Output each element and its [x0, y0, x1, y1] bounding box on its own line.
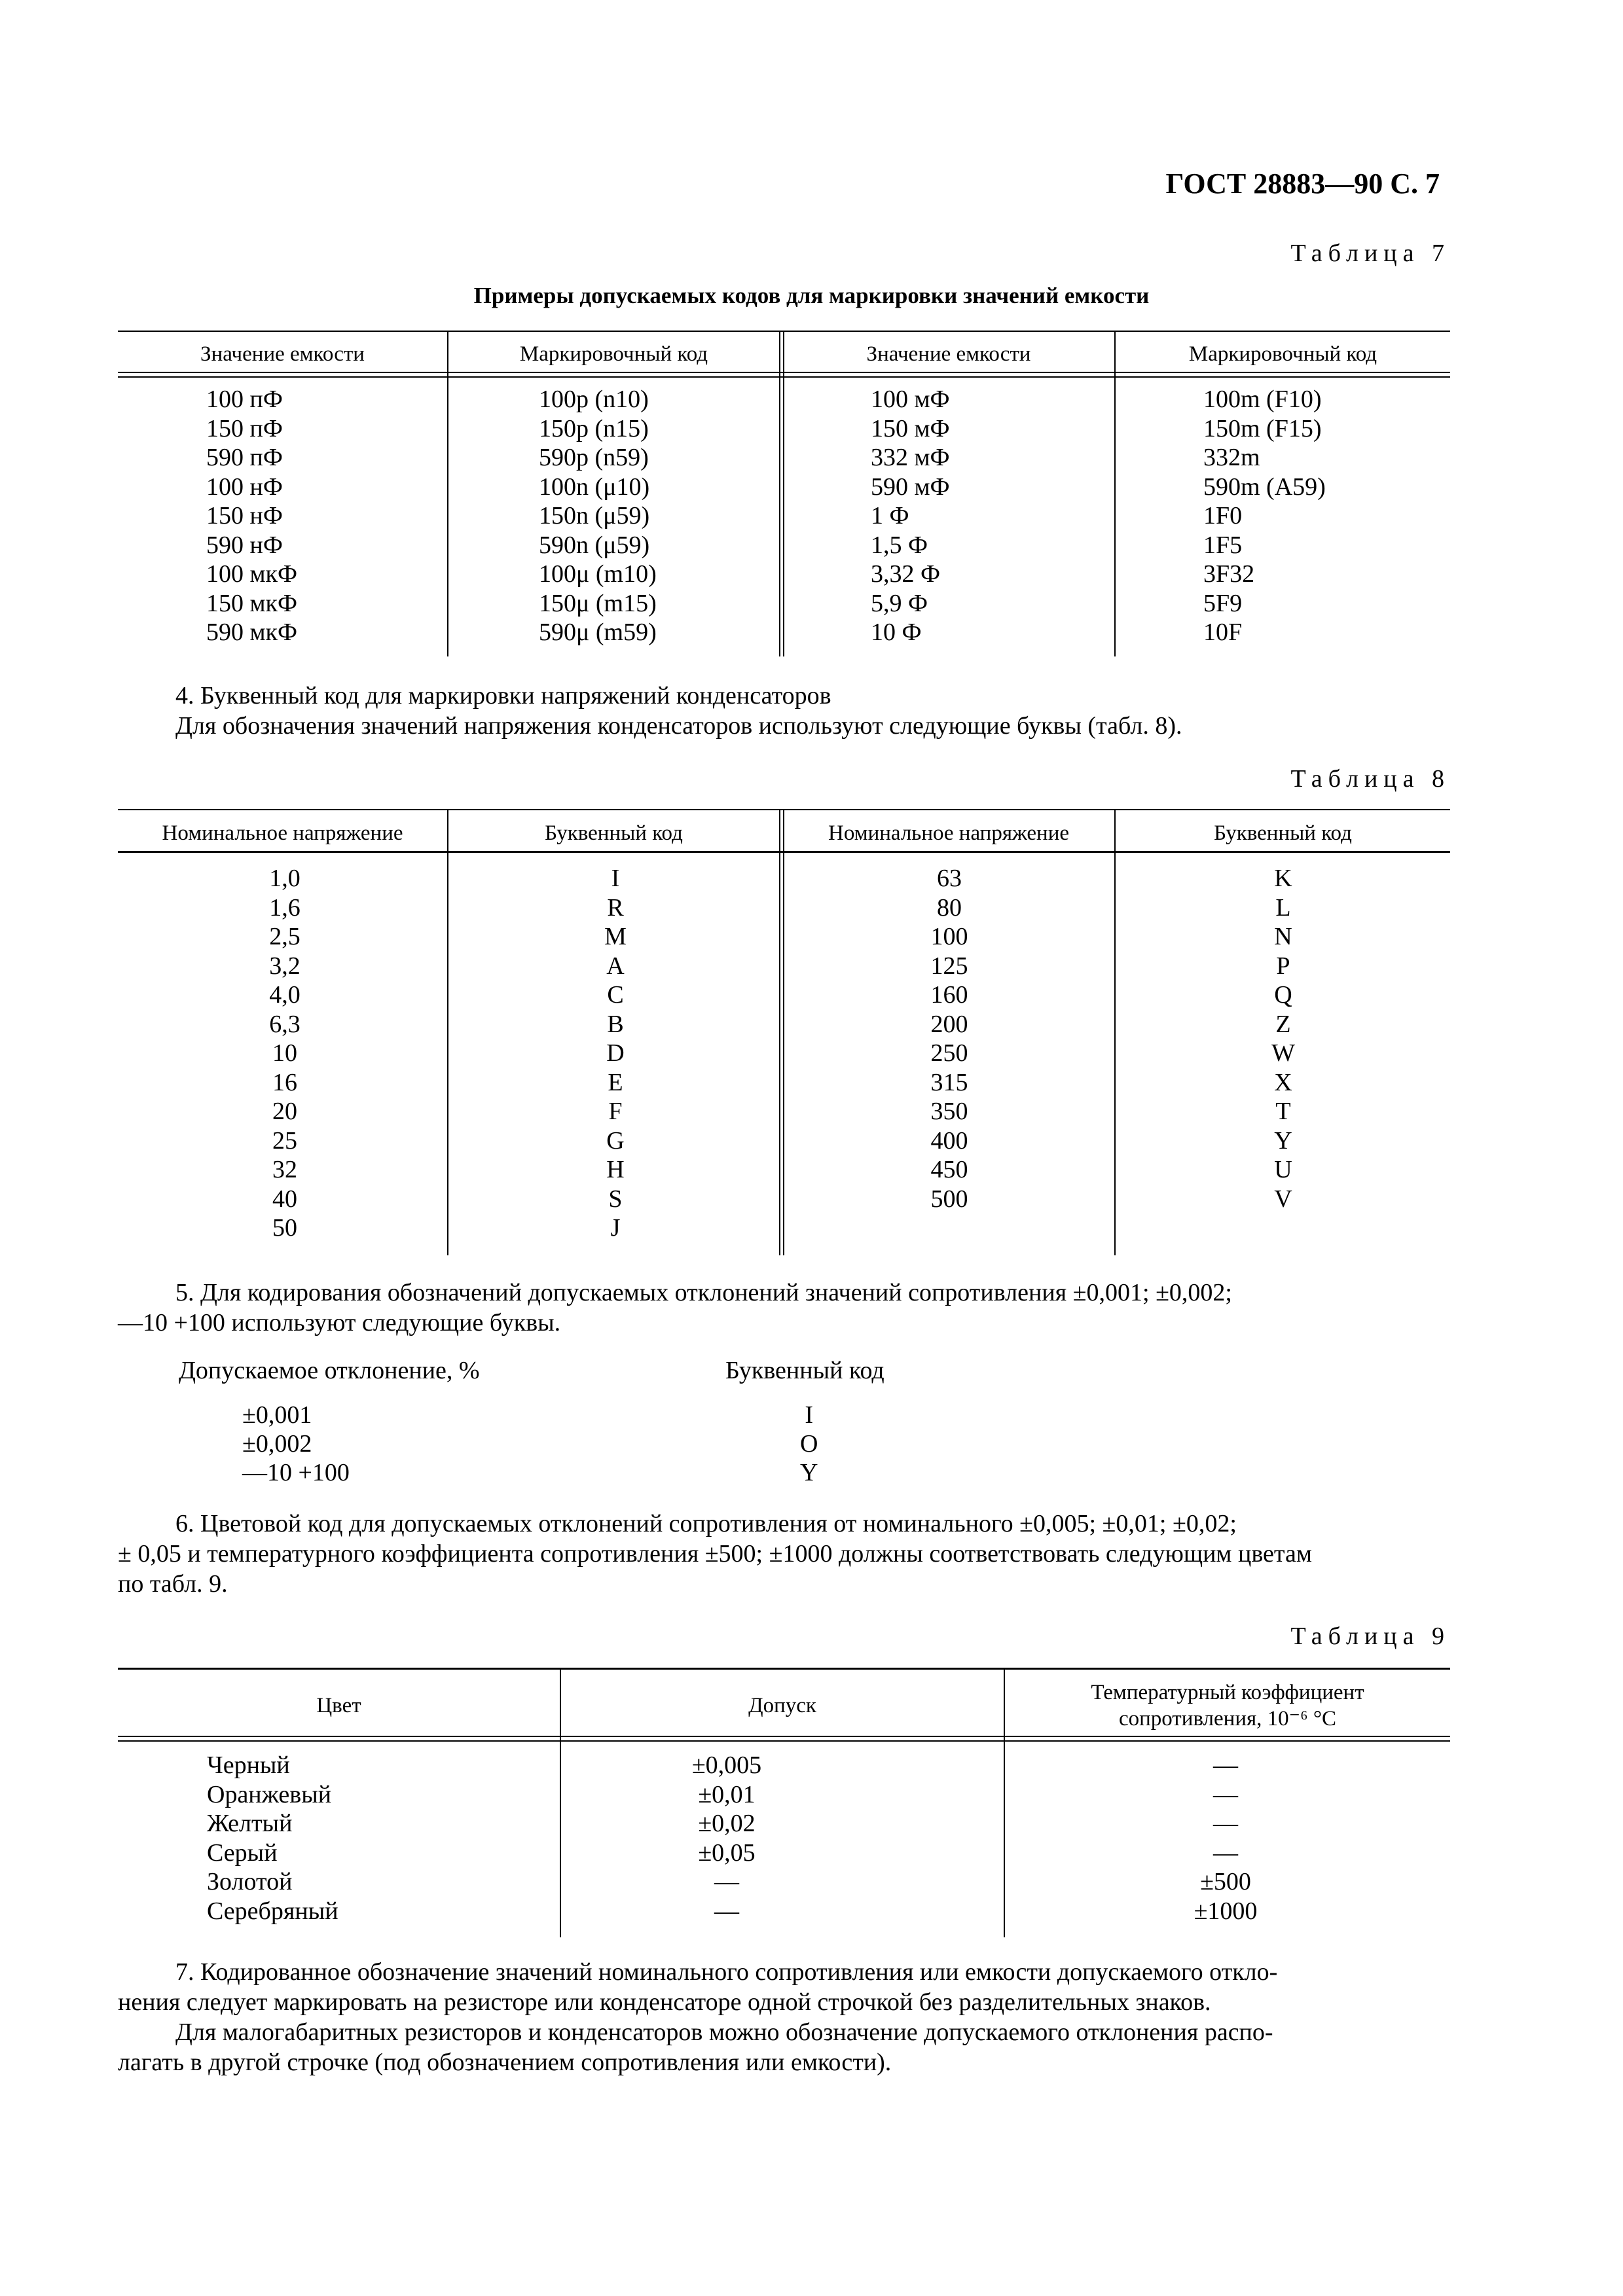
- table-cell: Q: [1274, 981, 1292, 1009]
- table-cell: ±0,005: [691, 1751, 762, 1779]
- table-cell: 1,5 Ф: [871, 531, 928, 559]
- table-cell: U: [1274, 1156, 1292, 1183]
- table8-header: Буквенный код: [1214, 821, 1352, 845]
- table9-header-rule: [118, 1736, 1450, 1742]
- table8-header-rule: [118, 851, 1450, 853]
- table-cell: 250: [930, 1039, 968, 1067]
- paragraph-4-line: Для обозначения значений напряжения конденсаторов используют следующие буквы (табл. 8).: [175, 712, 1182, 740]
- table-cell: 590 нФ: [206, 531, 283, 559]
- paragraph-5: [118, 1278, 1450, 1338]
- table7-col-capacitance-2: [871, 385, 950, 647]
- table7-header: Значение емкости: [866, 342, 1031, 366]
- table-cell: M: [604, 923, 627, 950]
- table8-header: Буквенный код: [545, 821, 683, 845]
- table-cell: 100 нФ: [206, 473, 283, 501]
- table-cell: 5,9 Ф: [871, 589, 928, 617]
- table-cell: 100μ (m10): [539, 560, 657, 588]
- table-cell: 2,5: [269, 923, 301, 950]
- table-cell: P: [1276, 952, 1290, 980]
- table-cell: 1F5: [1203, 531, 1243, 559]
- table-cell: F: [608, 1098, 623, 1125]
- table-cell: B: [607, 1010, 624, 1038]
- tolerance-values: [242, 1401, 350, 1487]
- table-cell: I: [611, 865, 620, 892]
- table-cell: —: [1213, 1810, 1238, 1837]
- table-cell: 5F9: [1203, 589, 1243, 617]
- table9-col-tolerance: [681, 1751, 773, 1926]
- table-cell: 150 нФ: [206, 502, 283, 529]
- list-item: —10 +100: [242, 1459, 350, 1486]
- table7-col-divider: [447, 331, 448, 656]
- table9-top-rule: [118, 1668, 1450, 1670]
- table9-header: Допуск: [748, 1694, 816, 1717]
- table9-col-tcr: [1180, 1751, 1271, 1926]
- table8-header: Номинальное напряжение: [162, 821, 403, 845]
- table-cell: —: [1213, 1751, 1238, 1779]
- table-cell: 100m (F10): [1203, 386, 1322, 413]
- paragraph-7-line: нения следует маркировать на резисторе или конденсаторе одной строчкой без разделительных знаков.: [118, 1988, 1211, 2016]
- table-cell: ±500: [1200, 1868, 1251, 1895]
- table7-col-code-2: [1203, 385, 1326, 647]
- table-cell: 590 пФ: [206, 444, 283, 471]
- table-cell: V: [1274, 1185, 1292, 1213]
- table-cell: Z: [1275, 1010, 1291, 1038]
- table-cell: 100 пФ: [206, 386, 283, 413]
- table-cell: 350: [930, 1098, 968, 1125]
- table-cell: 100 мФ: [871, 386, 950, 413]
- table-cell: 3,32 Ф: [871, 560, 941, 588]
- table-cell: 6,3: [269, 1010, 301, 1038]
- table-cell: 590m (A59): [1203, 473, 1326, 501]
- table-cell: 3F32: [1203, 560, 1255, 588]
- table9-header: Цвет: [316, 1694, 361, 1717]
- table8-col-letter: [579, 864, 651, 1243]
- tolerance-code-header: Буквенный код: [725, 1357, 884, 1384]
- table-cell: Золотой: [207, 1868, 293, 1895]
- table-cell: 1,6: [269, 893, 301, 922]
- page-header: ГОСТ 28883—90 С. 7: [1165, 168, 1440, 200]
- table8-col-letter-2: [1247, 864, 1319, 1213]
- table-cell: —: [1213, 1839, 1238, 1867]
- table-cell: R: [607, 893, 624, 922]
- table-cell: 10F: [1203, 619, 1243, 646]
- table-cell: —: [1213, 1780, 1238, 1808]
- paragraph-5-line: —10 +100 используют следующие буквы.: [118, 1309, 561, 1336]
- table-cell: 20: [272, 1098, 297, 1125]
- table-cell: 125: [930, 952, 968, 980]
- table-cell: ±0,01: [698, 1780, 756, 1808]
- table-cell: X: [1274, 1068, 1292, 1096]
- table-cell: 1 Ф: [871, 502, 909, 529]
- paragraph-7-line: Для малогабаритных резисторов и конденсаторов можно обозначение допускаемого отклонения распо-: [175, 2018, 1273, 2046]
- table-cell: 590n (μ59): [539, 531, 650, 559]
- table-cell: 100n (μ10): [539, 473, 650, 501]
- table-cell: 80: [937, 893, 962, 922]
- table-cell: 1F0: [1203, 502, 1243, 529]
- table7-col-double-divider: [779, 331, 784, 656]
- table-cell: 590 мкФ: [206, 619, 298, 646]
- list-item: O: [800, 1430, 818, 1458]
- table9-caption: Таблица 9: [1290, 1623, 1450, 1650]
- table-cell: Оранжевый: [207, 1780, 332, 1808]
- table-cell: 16: [272, 1068, 297, 1096]
- table-cell: Y: [1274, 1126, 1292, 1155]
- table-cell: 315: [930, 1068, 968, 1096]
- table7-header-rule: [118, 372, 1450, 378]
- table8-col-divider: [1114, 809, 1116, 1255]
- table7-caption: Таблица 7: [1290, 240, 1450, 267]
- table-cell: 150m (F15): [1203, 414, 1322, 442]
- table-cell: 100: [930, 923, 968, 950]
- table8-caption: Таблица 8: [1290, 765, 1450, 793]
- table-cell: L: [1275, 893, 1291, 922]
- table8-col-divider: [447, 809, 448, 1255]
- table8-header: Номинальное напряжение: [828, 821, 1069, 845]
- tolerance-list-header: Допускаемое отклонение, %: [179, 1357, 480, 1384]
- table-cell: 332m: [1203, 444, 1260, 471]
- table-cell: D: [606, 1039, 625, 1067]
- table-cell: 160: [930, 981, 968, 1009]
- table-cell: Серебряный: [207, 1897, 338, 1925]
- table-cell: J: [610, 1214, 621, 1242]
- table-cell: 400: [930, 1126, 968, 1155]
- table7-title: Примеры допускаемых кодов для маркировки значений емкости: [473, 283, 1150, 308]
- table-cell: 100p (n10): [539, 386, 649, 413]
- table-cell: 50: [272, 1214, 297, 1242]
- list-item: ±0,002: [242, 1430, 312, 1458]
- table-cell: ±1000: [1194, 1897, 1258, 1925]
- table-cell: 40: [272, 1185, 297, 1213]
- paragraph-5-line: 5. Для кодирования обозначений допускаемых отклонений значений сопротивления ±0,001; ±0,002;: [175, 1279, 1232, 1306]
- table-cell: 10 Ф: [871, 619, 922, 646]
- table-cell: E: [608, 1068, 623, 1096]
- table9-header: Температурный коэффициент сопротивления, 10⁻⁶ °С: [1091, 1681, 1364, 1731]
- table-cell: G: [606, 1126, 625, 1155]
- list-item: I: [805, 1401, 814, 1429]
- table-cell: 450: [930, 1156, 968, 1183]
- table-cell: ±0,05: [698, 1839, 756, 1867]
- table-cell: ±0,02: [698, 1810, 756, 1837]
- paragraph-4-line: 4. Буквенный код для маркировки напряжений конденсаторов: [175, 682, 831, 709]
- table-cell: —: [714, 1868, 739, 1895]
- table-cell: 150 пФ: [206, 414, 283, 442]
- table-cell: 63: [937, 865, 962, 892]
- paragraph-6-line: 6. Цветовой код для допускаемых отклонений сопротивления от номинального ±0,005; ±0,01; ±0,02;: [175, 1510, 1237, 1537]
- table-cell: 500: [930, 1185, 968, 1213]
- table7-header: Маркировочный код: [1188, 342, 1377, 366]
- table8-col-voltage-2: [913, 864, 985, 1213]
- list-item: ±0,001: [242, 1401, 312, 1429]
- list-item: Y: [800, 1459, 818, 1486]
- paragraph-6-line: ± 0,05 и температурного коэффициента сопротивления ±500; ±1000 должны соответствовать следующим цветам: [118, 1540, 1312, 1568]
- table-cell: Желтый: [207, 1810, 293, 1837]
- table-cell: 200: [930, 1010, 968, 1038]
- table-cell: 32: [272, 1156, 297, 1183]
- table-cell: K: [1274, 865, 1292, 892]
- paragraph-6: [118, 1509, 1450, 1599]
- table7-col-code: [539, 385, 657, 647]
- paragraph-6-line: по табл. 9.: [118, 1570, 228, 1598]
- table-cell: 150p (n15): [539, 414, 649, 442]
- paragraph-4: [118, 681, 1450, 741]
- paragraph-7-line: лагать в другой строчке (под обозначением сопротивления или емкости).: [118, 2049, 892, 2076]
- tolerance-codes: [800, 1401, 818, 1487]
- table-cell: 4,0: [269, 981, 301, 1009]
- table7-header: Значение емкости: [200, 342, 365, 366]
- table-cell: 590μ (m59): [539, 619, 657, 646]
- table7-col-capacitance: [206, 385, 297, 647]
- table-cell: 150n (μ59): [539, 502, 650, 529]
- table-cell: 150 мкФ: [206, 589, 298, 617]
- table9-col-color: [207, 1751, 338, 1926]
- table-cell: W: [1271, 1039, 1295, 1067]
- paragraph-7: [118, 1957, 1450, 2077]
- table-cell: H: [606, 1156, 625, 1183]
- table7-header: Маркировочный код: [519, 342, 708, 366]
- table-cell: A: [606, 952, 625, 980]
- table8-col-voltage: [249, 864, 321, 1243]
- table-cell: 332 мФ: [871, 444, 950, 471]
- table8-col-double-divider: [779, 809, 784, 1255]
- table-cell: 590p (n59): [539, 444, 649, 471]
- table-cell: 150 мФ: [871, 414, 950, 442]
- paragraph-7-line: 7. Кодированное обозначение значений номинального сопротивления или емкости допускаемого откло-: [175, 1958, 1278, 1986]
- table-cell: —: [714, 1897, 739, 1925]
- table-cell: 3,2: [269, 952, 301, 980]
- table-cell: N: [1274, 923, 1292, 950]
- table-cell: C: [607, 981, 624, 1009]
- table-cell: 590 мФ: [871, 473, 950, 501]
- table7-col-divider: [1114, 331, 1116, 656]
- table-cell: 150μ (m15): [539, 589, 657, 617]
- table-cell: 1,0: [269, 865, 301, 892]
- table-cell: 100 мкФ: [206, 560, 298, 588]
- table-cell: 25: [272, 1126, 297, 1155]
- table-cell: 10: [272, 1039, 297, 1067]
- table-cell: Серый: [207, 1839, 278, 1867]
- table-cell: Черный: [207, 1751, 290, 1779]
- table-cell: T: [1275, 1098, 1291, 1125]
- table-cell: S: [608, 1185, 623, 1213]
